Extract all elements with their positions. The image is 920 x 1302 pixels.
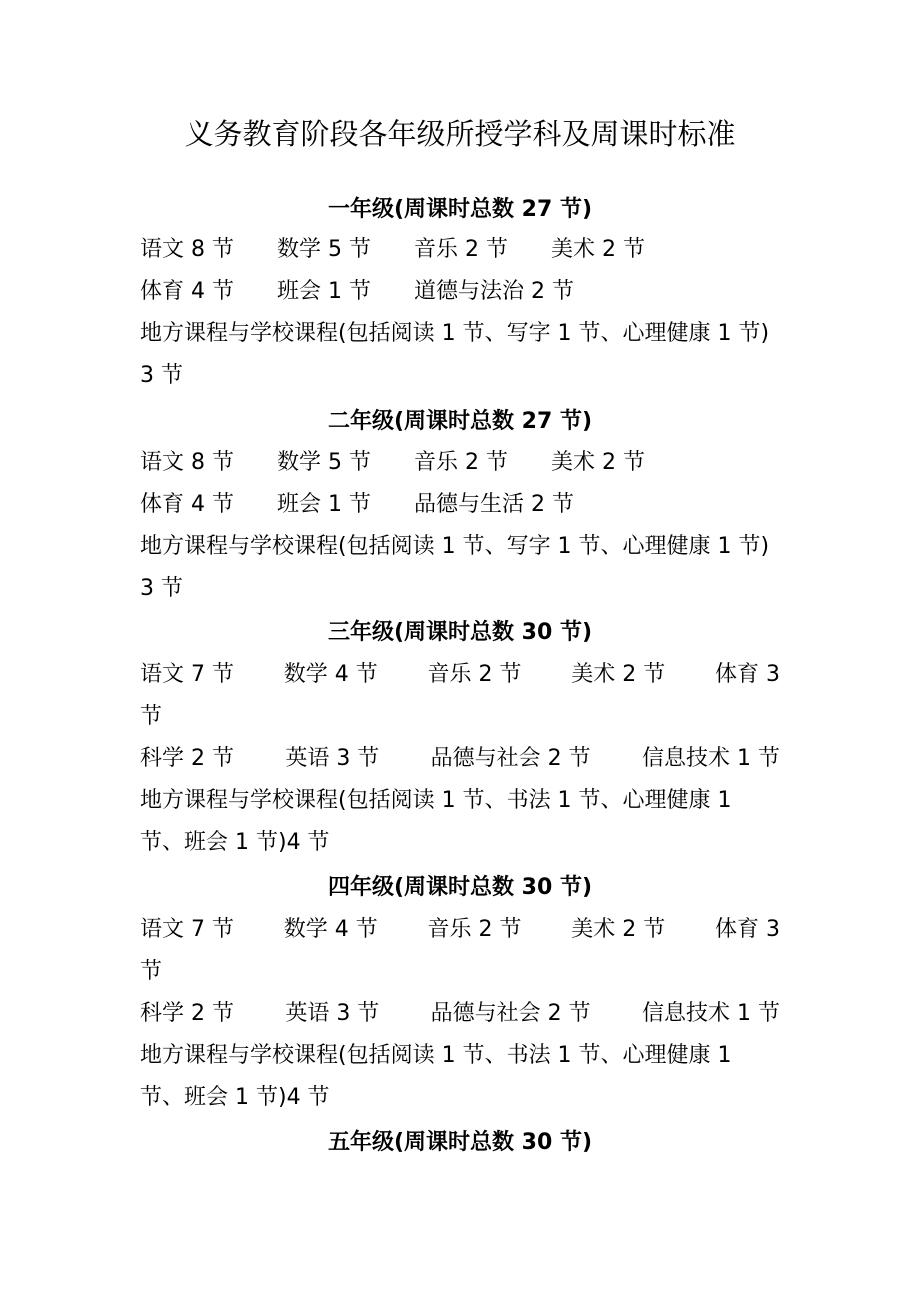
subject-item: 美术 2 节 (551, 450, 645, 475)
subject-item: 美术 2 节 (571, 662, 666, 687)
subject-item: 美术 2 节 (551, 237, 645, 262)
grade-3-row-1 (140, 654, 780, 696)
subject-item: 品德与社会 2 节 (430, 1001, 591, 1026)
subject-item: 体育 4 节 (140, 279, 234, 304)
grade-1-row-2 (140, 271, 780, 313)
grade-2-heading: 二年级(周课时总数 27 节) (327, 409, 593, 434)
subject-item: 音乐 2 节 (414, 450, 508, 475)
grade-3-body (140, 654, 780, 864)
grade-1-row-1 (140, 229, 780, 271)
subject-item: 数学 4 节 (283, 917, 378, 942)
subject-item: 语文 7 节 (140, 917, 234, 942)
subject-item: 班会 1 节 (277, 279, 371, 304)
subject-item: 英语 3 节 (285, 1001, 380, 1026)
subject-item: 品德与社会 2 节 (430, 746, 591, 771)
subject-item: 信息技术 1 节 (641, 1001, 780, 1026)
grade-3-local-courses: 地方课程与学校课程(包括阅读 1 节、书法 1 节、心理健康 1 节、班会 1 节)4 节 (140, 788, 732, 855)
grade-4-row-1 (140, 909, 780, 951)
subject-item: 科学 2 节 (140, 746, 234, 771)
grade-4-heading: 四年级(周课时总数 30 节) (327, 875, 593, 900)
grade-2-local-courses: 地方课程与学校课程(包括阅读 1 节、写字 1 节、心理健康 1 节)3 节 (140, 534, 770, 601)
subject-item: 体育 4 节 (140, 492, 234, 517)
subject-item: 音乐 2 节 (427, 662, 522, 687)
subject-item: 体育 3 (715, 662, 780, 687)
subject-item: 科学 2 节 (140, 1001, 234, 1026)
subject-item: 语文 8 节 (140, 450, 234, 475)
subject-item: 数学 5 节 (277, 450, 371, 475)
grade-2-row-2 (140, 484, 780, 526)
subject-item: 音乐 2 节 (414, 237, 508, 262)
subject-item: 数学 4 节 (283, 662, 378, 687)
subject-item: 英语 3 节 (285, 746, 380, 771)
grade-3-row-2 (140, 738, 780, 780)
subject-item: 体育 3 (715, 917, 780, 942)
grade-1-body (140, 229, 780, 397)
grade-4-local-courses: 地方课程与学校课程(包括阅读 1 节、书法 1 节、心理健康 1 节、班会 1 节)4 节 (140, 1043, 732, 1110)
grade-5-heading: 五年级(周课时总数 30 节) (327, 1130, 593, 1155)
subject-item: 班会 1 节 (277, 492, 371, 517)
subject-item: 数学 5 节 (277, 237, 371, 262)
subject-item: 美术 2 节 (571, 917, 666, 942)
page-title: 义务教育阶段各年级所授学科及周课时标准 (184, 117, 736, 151)
grade-2-body (140, 442, 780, 610)
subject-item: 音乐 2 节 (427, 917, 522, 942)
subject-item: 语文 8 节 (140, 237, 234, 262)
grade-4-body (140, 909, 780, 1119)
subject-item: 道德与法治 2 节 (414, 279, 574, 304)
grade-4-row-1-continued: 节 (140, 959, 163, 984)
subject-item: 语文 7 节 (140, 662, 234, 687)
subject-item: 信息技术 1 节 (641, 746, 780, 771)
grade-3-heading: 三年级(周课时总数 30 节) (327, 620, 593, 645)
grade-1-local-courses: 地方课程与学校课程(包括阅读 1 节、写字 1 节、心理健康 1 节)3 节 (140, 321, 770, 388)
grade-1-heading: 一年级(周课时总数 27 节) (327, 197, 593, 222)
grade-4-row-2 (140, 993, 780, 1035)
grade-3-row-1-continued: 节 (140, 704, 163, 729)
subject-item: 品德与生活 2 节 (414, 492, 574, 517)
grade-2-row-1 (140, 442, 780, 484)
